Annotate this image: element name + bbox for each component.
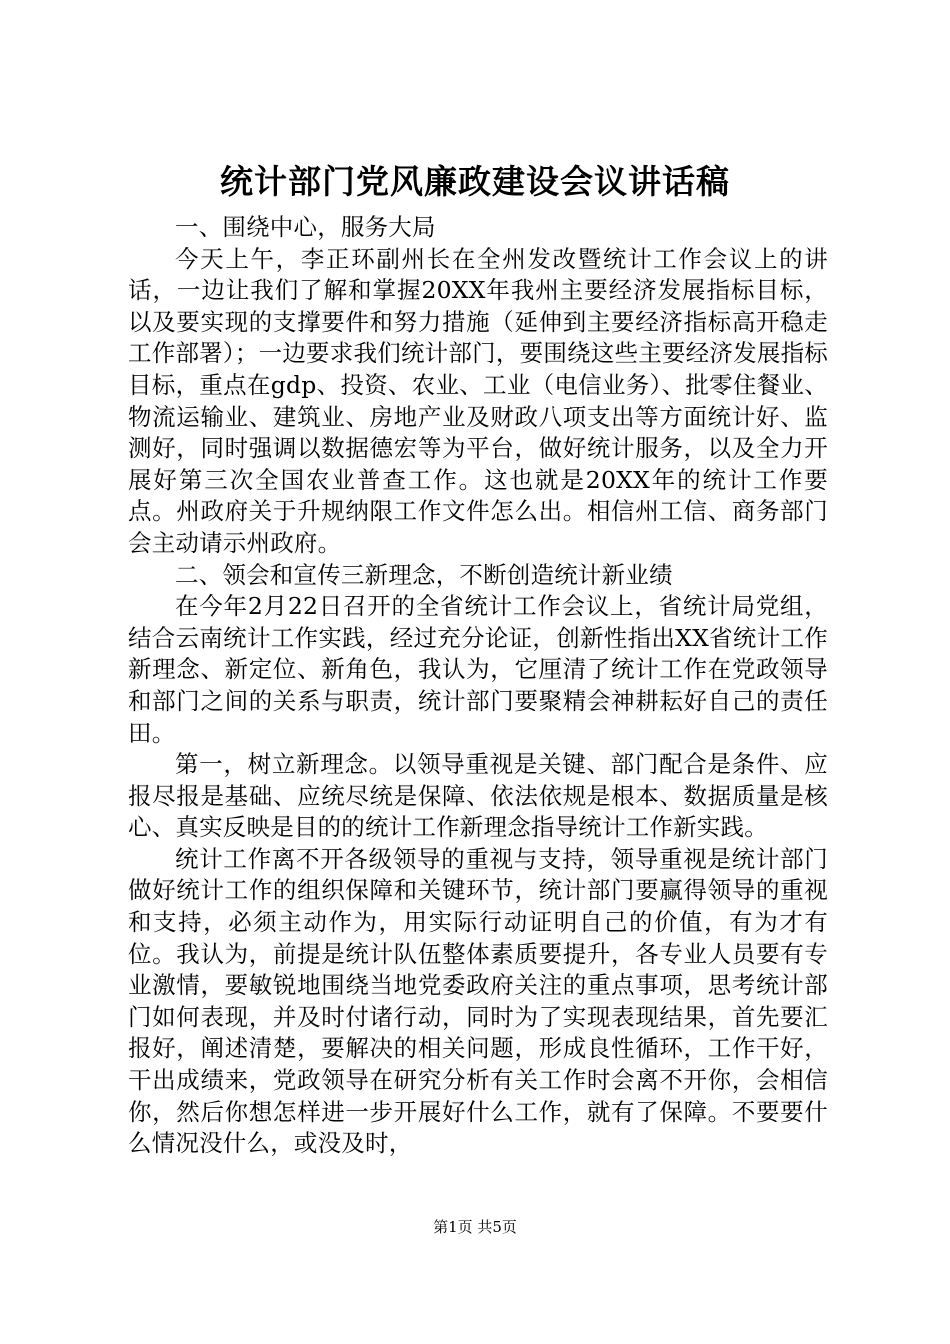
section-heading-2: 二、领会和宣传三新理念，不断创造统计新业绩 — [175, 560, 673, 589]
document-body — [128, 212, 828, 1160]
section-heading-1: 一、围绕中心，服务大局 — [175, 213, 436, 241]
body-paragraph: 第一，树立新理念。以领导重视是关键、部门配合是条件、应报尽报是基础、应统尽统是保障、依法依规是根本、数据质量是核心、真实反映是目的的统计工作新理念指导统计工作新实践。 — [128, 750, 828, 842]
body-paragraph: 今天上午，李正环副州长在全州发改暨统计工作会议上的讲话，一边让我们了解和掌握20XX年我州主要经济发展指标目标，以及要实现的支撑要件和努力措施（延伸到主要经济指标高开稳走工作部署）；一边要求我们统计部门，要围绕这些主要经济发展指标目标，重点在gdp、投资、农业、工业（电信业务）、批零住餐业、物流运输业、建筑业、房地产业及财政八项支出等方面统计好、监测好，同时强调以数据德宏等为平台，做好统计服务，以及全力开展好第三次全国农业普查工作。这也就是20XX年的统计工作要点。州政府关于升规纳限工作文件怎么出。相信州工信、商务部门会主动请示州政府。 — [128, 244, 828, 557]
body-paragraph: 统计工作离不开各级领导的重视与支持，领导重视是统计部门做好统计工作的组织保障和关键环节，统计部门要赢得领导的重视和支持，必须主动作为，用实际行动证明自己的价值，有为才有位。我认为，前提是统计队伍整体素质要提升，各专业人员要有专业激情，要敏锐地围绕当地党委政府关注的重点事项，思考统计部门如何表现，并及时付诸行动，同时为了实现表现结果，首先要汇报好，阐述清楚，要解决的相关问题，形成良性循环，工作干好，干出成绩来，党政领导在研究分析有关工作时会离不开你，会相信你，然后你想怎样进一步开展好什么工作，就有了保障。不要要什么情况没什么，或没及时， — [128, 844, 828, 1158]
body-paragraph: 在今年2月22日召开的全省统计工作会议上，省统计局党组，结合云南统计工作实践，经过充分论证，创新性指出XX省统计工作新理念、新定位、新角色，我认为，它厘清了统计工作在党政领导和部门之间的关系与职责，统计部门要聚精会神耕耘好自己的责任田。 — [128, 592, 828, 747]
document-title: 统计部门党风廉政建设会议讲话稿 — [220, 162, 730, 201]
page-number-footer: 第1页 共5页 — [433, 1218, 517, 1236]
